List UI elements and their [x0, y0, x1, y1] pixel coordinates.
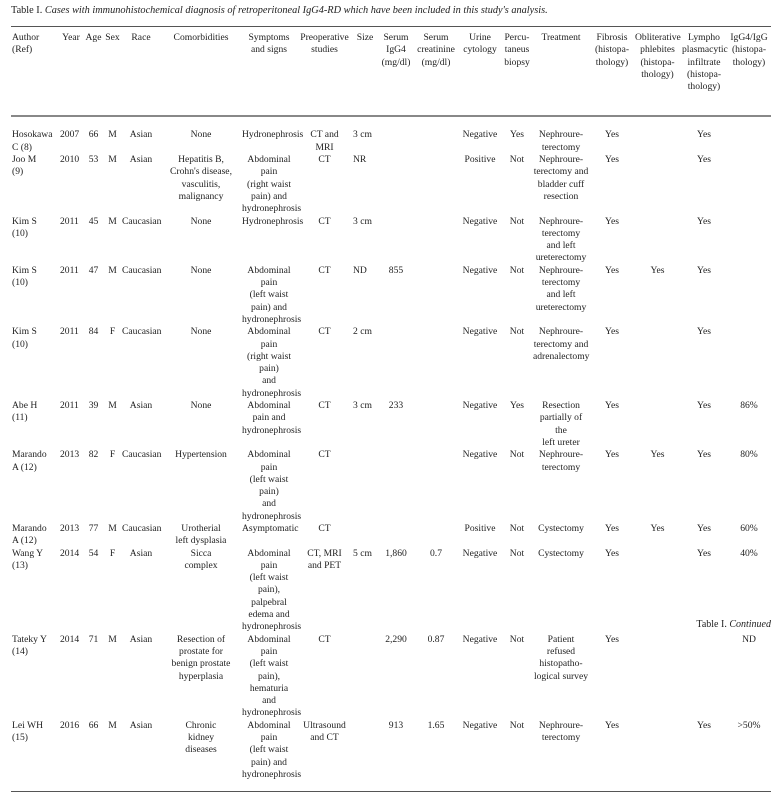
- table-cell: Caucasian: [122, 522, 162, 534]
- table-cell: Yes: [697, 522, 711, 534]
- table-cell: Caucasian: [122, 215, 162, 227]
- table-cell: [352, 634, 378, 720]
- column-header: Size: [356, 32, 374, 43]
- table-cell: Asian: [129, 719, 153, 731]
- table-cell: 2010: [60, 154, 80, 166]
- table-row: [11, 216, 771, 265]
- table-cell: Positive: [464, 522, 496, 534]
- table-cell: 84: [88, 326, 99, 338]
- table-cell: Not: [509, 719, 525, 731]
- column-header: Treatment: [541, 32, 581, 43]
- table-cell: Yes: [697, 719, 711, 731]
- table-row: [11, 634, 771, 720]
- table-cell: Ultrasound and CT: [303, 719, 346, 744]
- table-cell: Yes: [605, 215, 619, 227]
- table-cell: F: [109, 547, 116, 559]
- table-cell: 54: [88, 547, 99, 559]
- table-cell: 2 cm: [353, 326, 372, 338]
- table-cell: Sicca complex: [184, 547, 218, 571]
- table-row: [11, 400, 771, 449]
- table-cell: [727, 265, 771, 326]
- table-cell: 2013: [60, 449, 80, 461]
- table-cell: >50%: [737, 719, 761, 731]
- table-cell: 45: [88, 215, 99, 227]
- table-cell: None: [190, 326, 212, 338]
- table-cell: Resection partially of the left ureter: [539, 400, 583, 448]
- table-cell: Nephroure- terectomy: [538, 719, 584, 744]
- table-cell: Yes: [697, 264, 711, 276]
- table-cell: Yes: [650, 264, 665, 276]
- column-header: Serum creatinine (mg/dl): [417, 32, 455, 68]
- table-cell: Asian: [129, 154, 153, 166]
- table-row: [11, 720, 771, 792]
- table-cell: 233: [388, 400, 404, 412]
- table-cell: None: [190, 400, 212, 412]
- table-cell: [727, 154, 771, 215]
- table-cell: Yes: [510, 129, 524, 141]
- table-cell: [414, 449, 458, 523]
- table-cell: [378, 154, 414, 215]
- table-cell: Yes: [697, 400, 711, 412]
- table-cell: Not: [509, 264, 525, 276]
- column-header: Fibrosis (histopa- thology): [594, 32, 630, 68]
- table-row: [11, 326, 771, 400]
- table-cell: Marando A (12): [12, 449, 47, 473]
- table-cell: Asian: [129, 547, 153, 559]
- table-cell: 77: [88, 522, 99, 534]
- table-cell: 2011: [60, 400, 79, 412]
- table-cell: 855: [388, 264, 404, 276]
- column-header: Author (Ref): [12, 32, 40, 56]
- table-cell: Yes: [650, 522, 665, 534]
- table-cell: Abdominal pain (left waist pain), palpebral edema and hydronephrosis: [242, 547, 302, 633]
- table-cell: 86%: [740, 400, 758, 412]
- table-row: [11, 548, 771, 634]
- table-cell: Caucasian: [122, 326, 162, 338]
- table-cell: 71: [88, 633, 99, 645]
- table-cell: CT: [318, 264, 331, 276]
- table-cell: 2011: [60, 326, 79, 338]
- table-caption: [11, 5, 548, 16]
- table-row: [11, 154, 771, 215]
- table-cell: Not: [509, 633, 525, 645]
- table-cell: Nephroure- terectomy and bladder cuff resection: [533, 154, 589, 202]
- table-cell: Yes: [605, 129, 619, 141]
- table-cell: Yes: [605, 633, 619, 645]
- table-cell: Patient refused histopatho- logical survey: [533, 633, 589, 682]
- table-cell: Nephroure- terectomy: [538, 449, 584, 473]
- table-cell: Abdominal pain (left waist pain), hematuria and hydronephrosis: [242, 633, 302, 719]
- table-cell: Asian: [129, 633, 153, 645]
- table-cell: Abdominal pain (left waist pain) and hydronephrosis: [242, 719, 302, 780]
- table-cell: Yes: [697, 154, 711, 166]
- table-cell: CT: [318, 326, 331, 338]
- table-cell: [681, 634, 727, 720]
- table-cell: M: [108, 719, 117, 731]
- table-cell: [634, 154, 681, 215]
- column-header: Year: [62, 32, 80, 43]
- table-cell: Negative: [462, 129, 498, 141]
- column-header: Age: [85, 32, 102, 43]
- column-header: Obliterative phlebites (histopa- thology): [635, 32, 681, 80]
- table-cell: Yes: [605, 400, 619, 412]
- table-cell: Not: [509, 326, 525, 338]
- table-cell: 1,860: [385, 547, 407, 559]
- footer-text: Continued: [729, 619, 771, 630]
- column-header: IgG4/IgG (histopa- thology): [730, 32, 768, 68]
- table-cell: [414, 523, 458, 548]
- table-cell: CT: [318, 154, 331, 166]
- table-cell: 1.65: [427, 719, 445, 731]
- table-cell: Hypertension: [175, 449, 227, 461]
- table-cell: [378, 523, 414, 548]
- table-cell: [634, 400, 681, 449]
- table-cell: Not: [509, 215, 525, 227]
- table-cell: Asian: [129, 400, 153, 412]
- table-cell: 2016: [60, 719, 80, 731]
- table-cell: [634, 720, 681, 792]
- table-cell: Yes: [697, 547, 711, 559]
- table-cell: CT: [318, 633, 331, 645]
- table-cell: CT: [318, 522, 331, 534]
- table-cell: Kim S (10): [12, 326, 37, 350]
- table-cell: 2014: [60, 633, 80, 645]
- table-row: [11, 449, 771, 523]
- caption-text: Cases with immunohistochemical diagnosis of retroperitoneal IgG4-RD which have been included in this study's analysis.: [44, 5, 548, 16]
- table-cell: Not: [509, 522, 525, 534]
- column-header: Urine cytology: [463, 32, 497, 56]
- table-cell: [634, 634, 681, 720]
- table-cell: [414, 216, 458, 265]
- table-cell: 3 cm: [353, 129, 372, 141]
- table-row: [11, 265, 771, 326]
- column-header: Comorbidities: [173, 32, 229, 43]
- table-cell: 39: [88, 400, 99, 412]
- table-cell: 2011: [60, 264, 79, 276]
- table-cell: [634, 326, 681, 400]
- table-cell: Abdominal pain (right waist pain) and hydronephrosis: [242, 326, 302, 399]
- table-cell: M: [108, 215, 117, 227]
- table-cell: None: [190, 264, 212, 276]
- column-header: Symptoms and signs: [248, 32, 290, 56]
- table-cell: [727, 216, 771, 265]
- column-header: Lympho plasmacytic infiltrate (histopa- thology): [682, 32, 728, 93]
- table-cell: Yes: [650, 449, 665, 461]
- table-cell: Negative: [462, 547, 498, 559]
- table-cell: Yes: [605, 719, 619, 731]
- table-cell: 60%: [740, 522, 758, 534]
- table-cell: [352, 449, 378, 523]
- column-header: Preoperative studies: [300, 32, 349, 56]
- table-cell: Nephroure- terectomy and left ureterectomy: [535, 215, 587, 264]
- table-cell: [352, 523, 378, 548]
- table-cell: Kim S (10): [12, 264, 37, 289]
- table-cell: [414, 265, 458, 326]
- table-cell: Not: [509, 547, 525, 559]
- table-cell: [378, 116, 414, 154]
- table-cell: 3 cm: [353, 400, 372, 412]
- table-cell: Lei WH (15): [12, 719, 43, 744]
- table-cell: F: [109, 326, 116, 338]
- table-cell: 0.87: [427, 633, 445, 645]
- table-cell: Abdominal pain (left waist pain) and hydronephrosis: [242, 449, 302, 522]
- table-cell: [414, 326, 458, 400]
- column-header: Serum IgG4 (mg/dl): [381, 32, 411, 68]
- table-cell: Negative: [462, 719, 498, 731]
- table-cell: Yes: [697, 129, 711, 141]
- table-cell: 2007: [60, 129, 80, 141]
- table-cell: [352, 720, 378, 792]
- table-cell: Yes: [697, 449, 711, 461]
- table-cell: None: [190, 215, 212, 227]
- table-cell: 53: [88, 154, 99, 166]
- table-cell: Nephroure- terectomy and left ureterectomy: [535, 264, 587, 313]
- table-cell: Hydronephrosis: [242, 129, 304, 141]
- table-cell: Yes: [697, 215, 711, 227]
- table-cell: [378, 326, 414, 400]
- table-cell: 5 cm: [353, 547, 372, 559]
- table-cell: [727, 326, 771, 400]
- table-cell: Negative: [462, 400, 498, 412]
- table-cell: Kim S (10): [12, 215, 37, 239]
- table-cell: Marando A (12): [12, 522, 47, 547]
- table-cell: CT: [318, 215, 331, 227]
- table-footer: [696, 619, 771, 630]
- table-cell: Nephroure- terectomy and adrenalectomy: [533, 326, 590, 362]
- table-cell: [414, 154, 458, 215]
- table-cell: [634, 116, 681, 154]
- table-cell: Abe H (11): [12, 400, 38, 424]
- table-cell: CT: [318, 449, 331, 461]
- table-cell: Yes: [605, 264, 619, 276]
- table-cell: Hydronephrosis: [242, 215, 304, 227]
- table-cell: Asymptomatic: [242, 522, 299, 534]
- table-cell: Chronic kidney diseases: [185, 719, 217, 756]
- table-cell: Not: [509, 154, 525, 166]
- table-cell: [378, 449, 414, 523]
- column-header: Percu- taneus biopsy: [504, 32, 530, 68]
- table-cell: Cystectomy: [538, 522, 584, 534]
- table-cell: M: [108, 400, 117, 412]
- table-cell: Positive: [464, 154, 496, 166]
- table-cell: 40%: [740, 547, 758, 559]
- table-cell: None: [190, 129, 212, 141]
- table-cell: Urotherial left dysplasia: [175, 522, 227, 547]
- table-cell: Asian: [129, 129, 153, 141]
- table-cell: Negative: [462, 449, 498, 461]
- table-row: [11, 116, 771, 154]
- table-cell: Yes: [605, 154, 619, 166]
- column-header: Race: [131, 32, 151, 43]
- table-cell: 47: [88, 264, 99, 276]
- table-cell: [634, 548, 681, 634]
- table-cell: [378, 216, 414, 265]
- table-cell: Hosokawa C (8): [12, 129, 53, 153]
- cases-table: [11, 26, 771, 792]
- table-cell: 2013: [60, 522, 80, 534]
- table-cell: M: [108, 522, 117, 534]
- table-cell: Negative: [462, 215, 498, 227]
- table-cell: M: [108, 633, 117, 645]
- table-cell: 3 cm: [353, 215, 372, 227]
- table-cell: Abdominal pain (right waist pain) and hydronephrosis: [242, 154, 302, 215]
- table-cell: [727, 116, 771, 154]
- table-header-row: [11, 27, 771, 117]
- table-row: [11, 523, 771, 548]
- table-cell: Not: [509, 449, 525, 461]
- table-cell: Yes: [605, 547, 619, 559]
- footer-label: Table I.: [696, 619, 727, 630]
- column-header: Sex: [105, 32, 120, 43]
- table-cell: Negative: [462, 633, 498, 645]
- table-cell: 913: [388, 719, 404, 731]
- table-cell: Tateky Y (14): [12, 633, 47, 657]
- table-cell: M: [108, 129, 117, 141]
- table-cell: 82: [88, 449, 99, 461]
- table-cell: 2014: [60, 547, 80, 559]
- table-cell: 80%: [740, 449, 758, 461]
- table-cell: NR: [353, 154, 367, 166]
- table-cell: 2011: [60, 215, 79, 227]
- table-cell: M: [108, 264, 117, 276]
- table-cell: Resection of prostate for benign prostate hyperplasia: [171, 633, 231, 682]
- table-cell: Yes: [605, 522, 619, 534]
- table-cell: Negative: [462, 264, 498, 276]
- table-cell: F: [109, 449, 116, 461]
- table-cell: Nephroure- terectomy: [538, 129, 584, 153]
- table-cell: Wang Y (13): [12, 547, 44, 571]
- table-cell: Hepatitis B, Crohn's disease, vasculitis, malignancy: [170, 154, 232, 202]
- table-cell: Abdominal pain (left waist pain) and hydronephrosis: [242, 264, 302, 325]
- table-cell: ND: [742, 633, 756, 645]
- table-cell: M: [108, 154, 117, 166]
- table-cell: 2,290: [385, 633, 407, 645]
- table-cell: Yes: [605, 326, 619, 338]
- table-cell: Cystectomy: [538, 547, 584, 559]
- table-cell: 66: [88, 129, 99, 141]
- table-cell: Caucasian: [122, 449, 162, 461]
- table-cell: CT and MRI: [310, 129, 339, 153]
- table-cell: Yes: [697, 326, 711, 338]
- table-cell: Abdominal pain and hydronephrosis: [242, 400, 302, 436]
- table-cell: CT: [318, 400, 331, 412]
- caption-label: Table I.: [11, 5, 43, 16]
- table-cell: [634, 216, 681, 265]
- table-cell: Yes: [510, 400, 524, 412]
- table-cell: [414, 116, 458, 154]
- table-cell: 0.7: [430, 547, 442, 559]
- table-cell: Joo M (9): [12, 154, 37, 178]
- table-cell: Caucasian: [122, 264, 162, 276]
- table-cell: 66: [88, 719, 99, 731]
- table-cell: Yes: [605, 449, 619, 461]
- table-cell: CT, MRI and PET: [307, 547, 342, 571]
- table-cell: ND: [353, 264, 367, 276]
- table-cell: Negative: [462, 326, 498, 338]
- table-cell: [414, 400, 458, 449]
